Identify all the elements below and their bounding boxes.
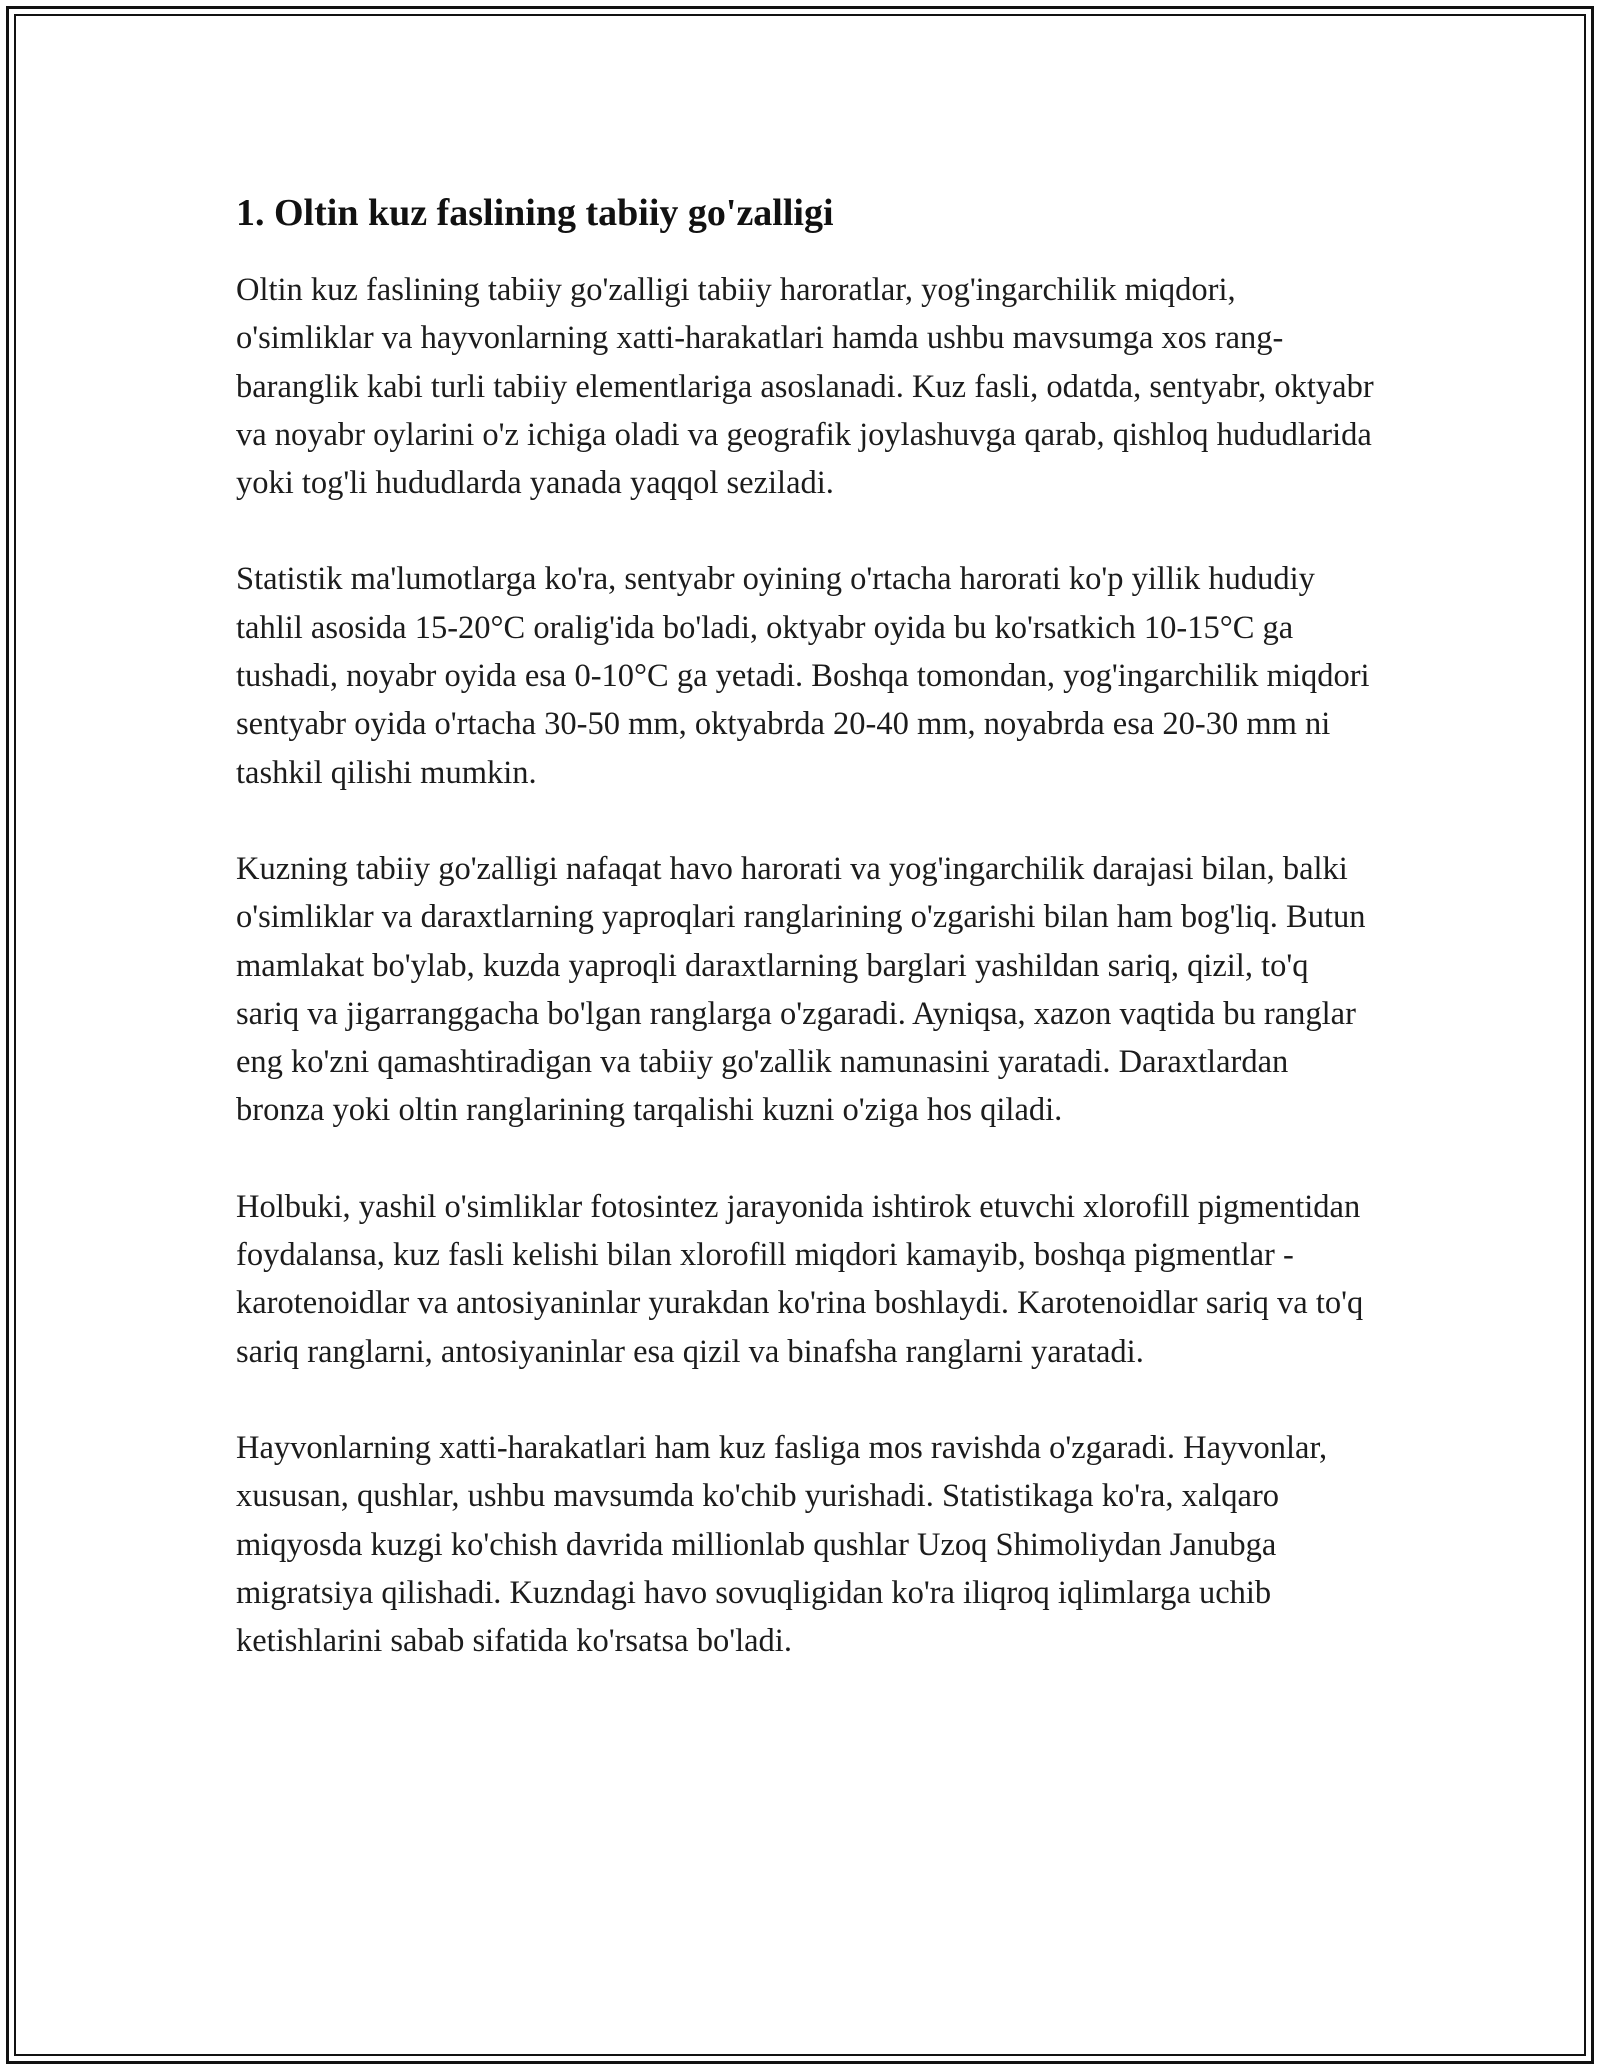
paragraph-leaf-colors: Kuzning tabiiy go'zalligi nafaqat havo harorati va yog'ingarchilik darajasi bilan, balki o'simliklar va daraxtlarning yaproqlari ranglarining o'zgarishi bilan ham bog'liq. Butun mamlakat bo'ylab, kuzda yaproqli daraxtlarning barglari yashildan sariq, qizil, to'q sariq va jigarranggacha bo'lgan ranglarga o'zgaradi. Ayniqsa, xazon vaqtida bu ranglar eng ko'zni qamashtiradigan va tabiiy go'zallik namunasini yaratadi. Daraxtlardan bronza yoki oltin ranglarining tarqalishi kuzni o'ziga hos qiladi. (236, 850, 1366, 1129)
document-body (236, 186, 1376, 1713)
paragraph-pigments: Holbuki, yashil o'simliklar fotosintez jarayonida ishtirok etuvchi xlorofill pigmentidan foydalansa, kuz fasli kelishi bilan xlorofill miqdori kamayib, boshqa pigmentlar - karotenoidlar va antosiyaninlar yurakdan ko'rina boshlaydi. Karotenoidlar sariq va to'q sariq ranglarni, antosiyaninlar esa qizil va binafsha ranglarni yaratadi. (236, 1188, 1364, 1370)
paragraph-animals: Hayvonlarning xatti-harakatlari ham kuz fasliga mos ravishda o'zgaradi. Hayvonlar, xususan, qushlar, ushbu mavsumda ko'chib yurishadi. Statistikaga ko'ra, xalqaro miqyosda kuzgi ko'chish davrida millionlab qushlar Uzoq Shimoliydan Janubga migratsiya qilishadi. Kuzndagi havo sovuqligidan ko'ra iliqroq iqlimlarga uchib ketishlarini sabab sifatida ko'rsatsa bo'ladi. (236, 1429, 1328, 1660)
paragraph-statistics: Statistik ma'lumotlarga ko'ra, sentyabr oyining o'rtacha harorati ko'p yillik hududiy tahlil asosida 15-20°C oralig'ida bo'ladi, oktyabr oyida bu ko'rsatkich 10-15°C ga tushadi, noyabr oyida esa 0-10°C ga yetadi. Boshqa tomondan, yog'ingarchilik miqdori sentyabr oyida o'rtacha 30-50 mm, oktyabrda 20-40 mm, noyabrda esa 20-30 mm ni tashkil qilishi mumkin. (236, 561, 1370, 791)
paragraph-intro: Oltin kuz faslining tabiiy go'zalligi tabiiy haroratlar, yog'ingarchilik miqdori, o'simliklar va hayvonlarning xatti-harakatlari hamda ushbu mavsumga xos rang-baranglik kabi turli tabiiy elementlariga asoslanadi. Kuz fasli, odatda, sentyabr, oktyabr va noyabr oylarini o'z ichiga oladi va geografik joylashuvga qarab, qishloq hududlarida yoki tog'li hududlarda yanada yaqqol seziladi. (236, 272, 1374, 502)
section-heading: 1. Oltin kuz faslining tabiiy go'zalligi (236, 192, 834, 234)
